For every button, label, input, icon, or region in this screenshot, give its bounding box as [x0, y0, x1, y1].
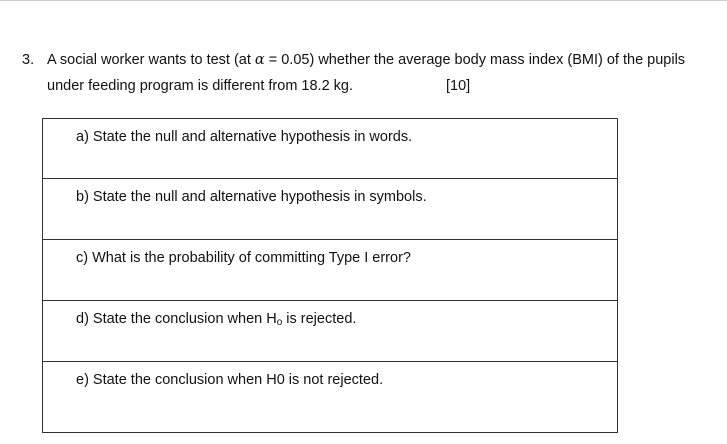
question-text-after-alpha: = 0.05) whether the average body mass index (BMI) of the pupils [264, 52, 686, 68]
question-text-before-alpha: A social worker wants to test (at [47, 52, 255, 68]
part-b-row [43, 179, 617, 240]
part-c-text: c) What is the probability of committing Type I error? [76, 250, 411, 266]
part-d-text-after: is rejected. [282, 311, 357, 327]
part-a-row [43, 119, 617, 179]
part-d-row [43, 301, 617, 362]
part-c-row [43, 240, 617, 301]
alpha-symbol: α [254, 52, 265, 68]
question-line-2 [22, 73, 722, 99]
question-3 [22, 47, 722, 99]
part-a-text: a) State the null and alternative hypothesis in words. [76, 129, 413, 145]
part-b-text: b) State the null and alternative hypothesis in symbols. [76, 189, 427, 205]
part-e-row [43, 362, 617, 432]
question-text-line-2: under feeding program is different from 18.2 kg. [47, 78, 354, 94]
question-marks: [10] [446, 78, 471, 94]
question-line-1 [22, 47, 722, 73]
part-d-text-before: d) State the conclusion when H [76, 311, 277, 327]
top-divider [0, 0, 727, 1]
part-e-text: e) State the conclusion when H0 is not rejected. [76, 372, 384, 388]
part-d-text [76, 311, 356, 327]
question-number: 3. [22, 52, 35, 68]
part-d-subscript: o [276, 317, 283, 328]
answer-parts-table [42, 118, 618, 433]
question-text-line-1 [47, 47, 685, 73]
